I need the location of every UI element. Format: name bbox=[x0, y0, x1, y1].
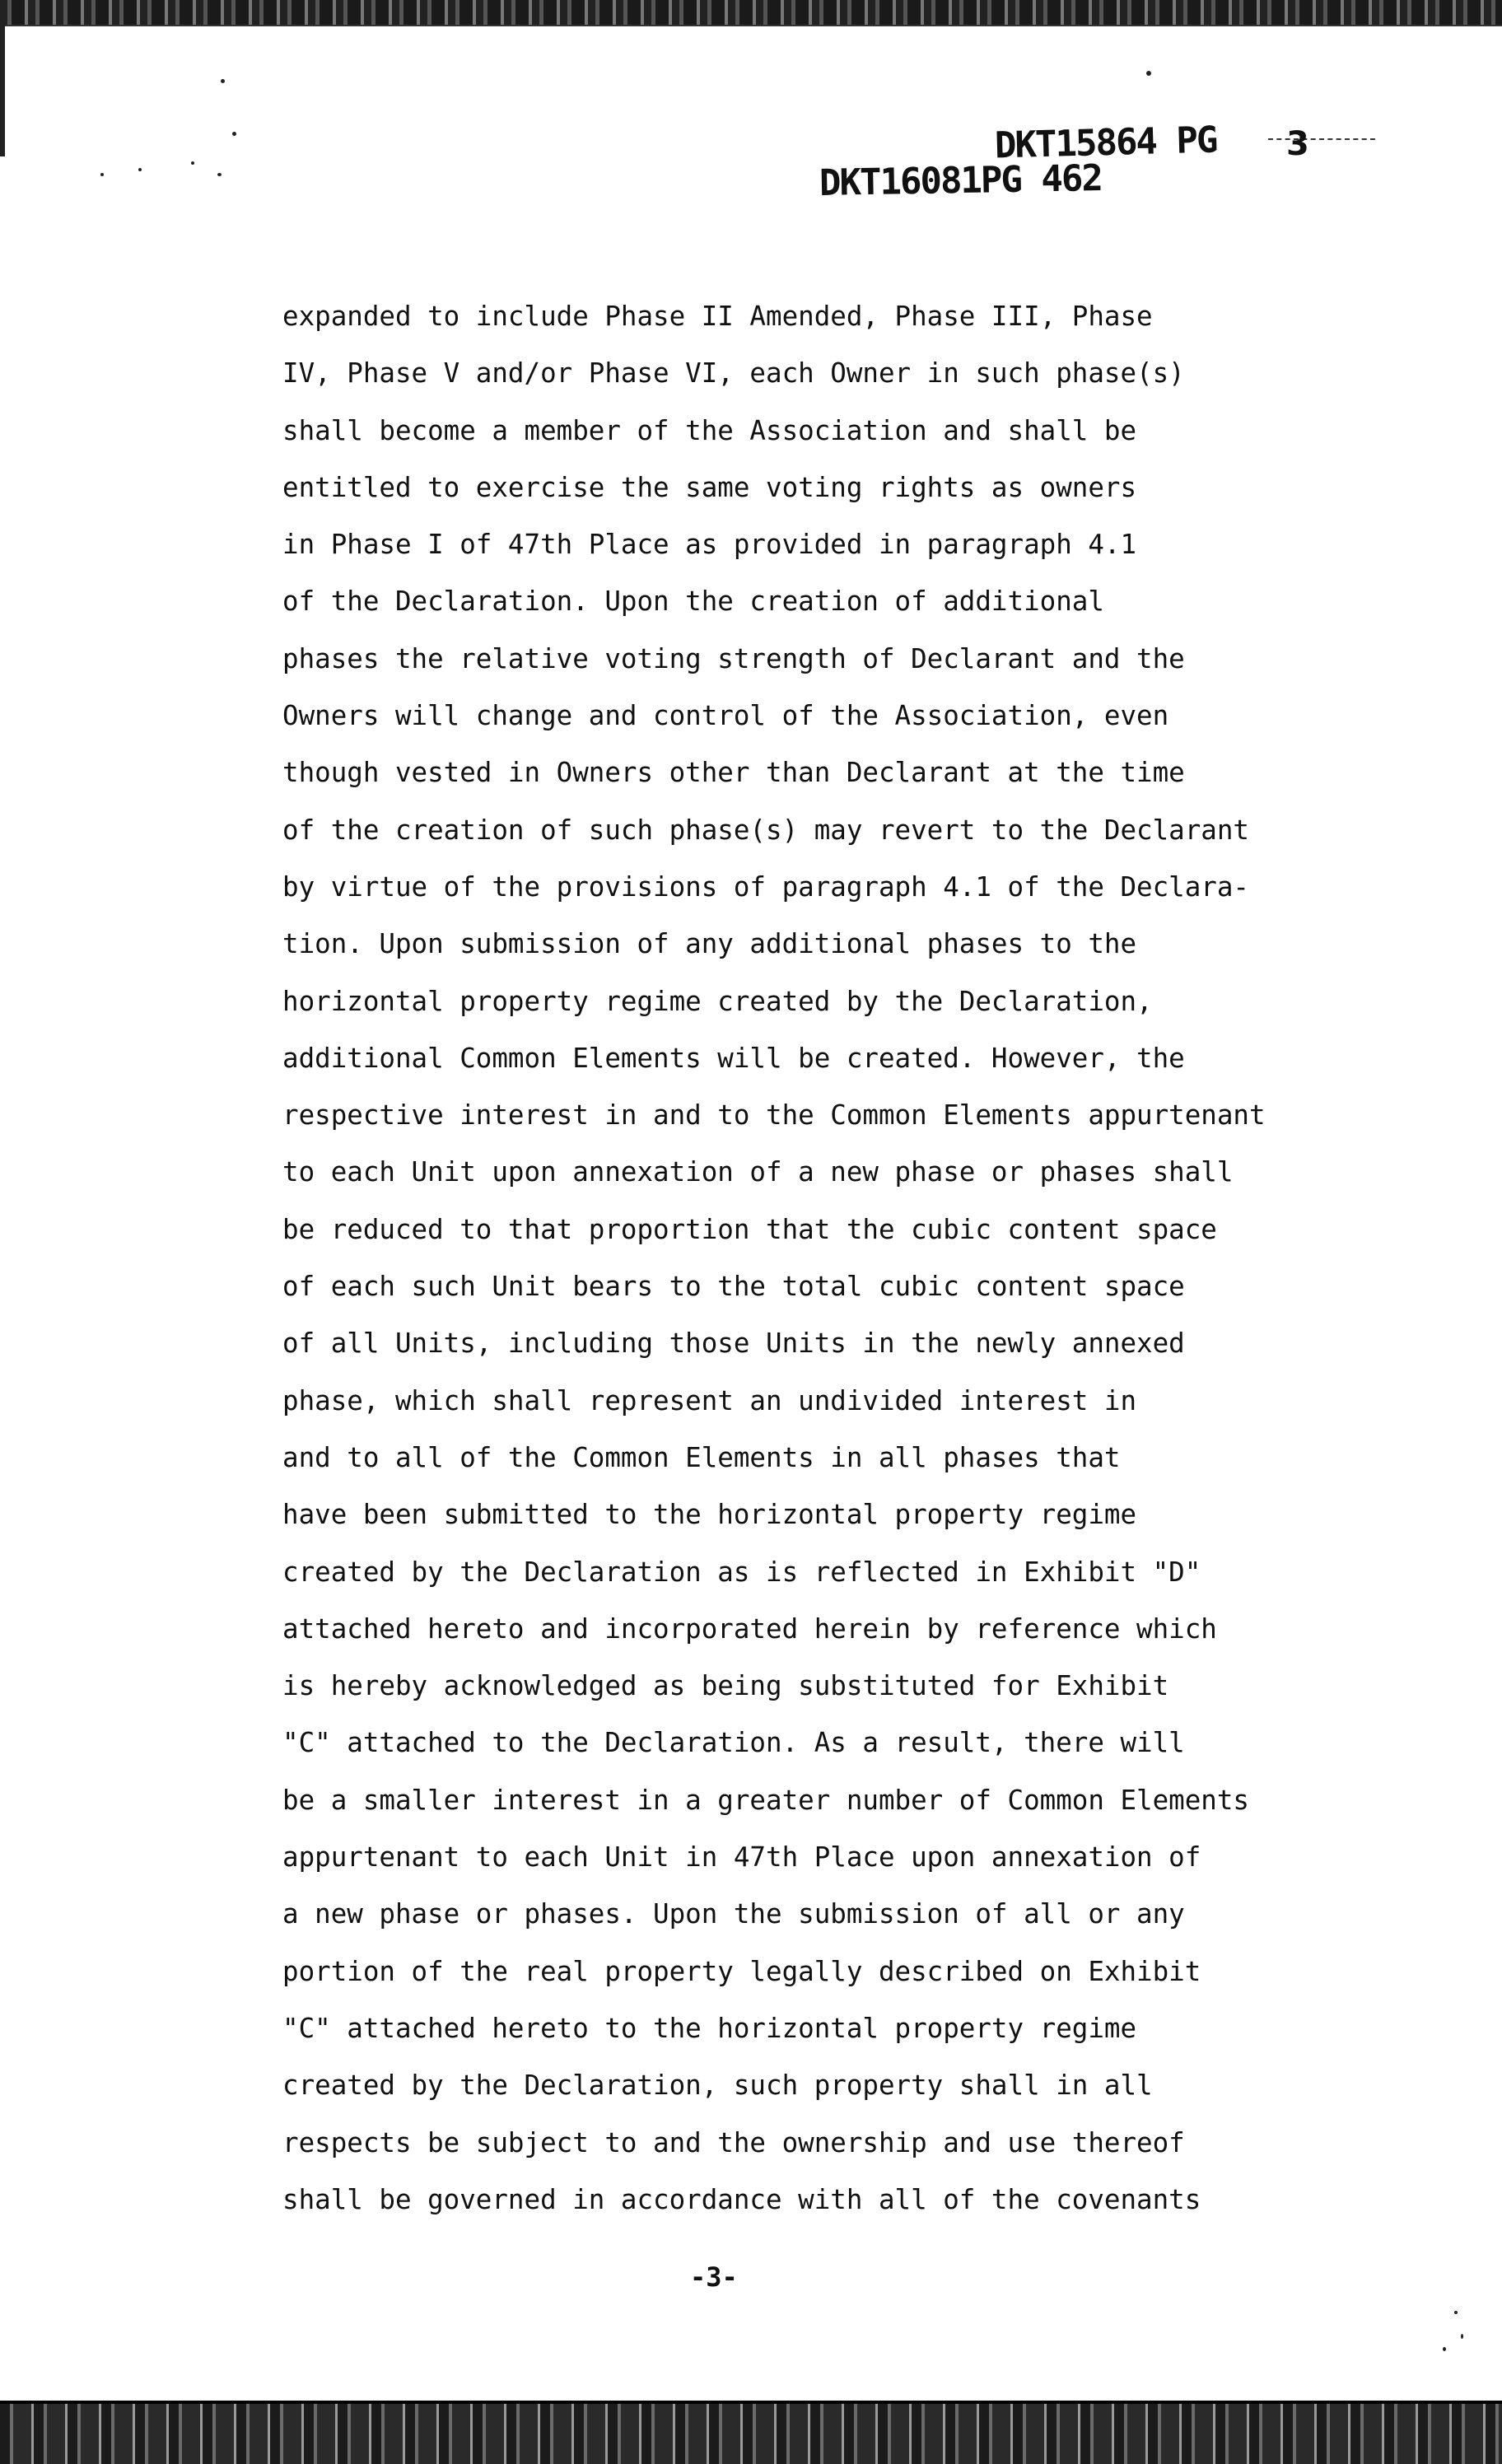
body-text-line: horizontal property regime created by the Declaration, bbox=[282, 985, 1153, 1017]
speck bbox=[232, 132, 236, 136]
body-text-line: additional Common Elements will be created. However, the bbox=[282, 1042, 1185, 1074]
page-mark-underline bbox=[1268, 138, 1375, 142]
body-text-line: be a smaller interest in a greater number of Common Elements bbox=[282, 1784, 1249, 1816]
scan-bottom-border bbox=[0, 2401, 1502, 2464]
speck bbox=[138, 168, 142, 171]
body-text-line: have been submitted to the horizontal property regime bbox=[282, 1499, 1137, 1531]
docket-stamp-top: DKT15864 PG bbox=[994, 119, 1218, 167]
body-text-line: of all Units, including those Units in the newly annexed bbox=[282, 1328, 1185, 1360]
body-text-line: shall become a member of the Association and shall be bbox=[282, 414, 1137, 446]
body-text-line: a new phase or phases. Upon the submission of all or any bbox=[282, 1898, 1185, 1930]
body-text-line: attached hereto and incorporated herein by reference which bbox=[282, 1612, 1217, 1645]
body-text-line: in Phase I of 47th Place as provided in paragraph 4.1 bbox=[282, 529, 1137, 561]
body-text-line: though vested in Owners other than Declarant at the time bbox=[282, 757, 1185, 789]
body-text-line: is hereby acknowledged as being substituted for Exhibit bbox=[282, 1670, 1169, 1702]
body-text-line: appurtenant to each Unit in 47th Place upon annexation of bbox=[282, 1841, 1201, 1874]
speck bbox=[1443, 2347, 1446, 2351]
body-text-line: phases the relative voting strength of Declarant and the bbox=[282, 642, 1185, 674]
body-text-line: by virtue of the provisions of paragraph 4.1 of the Declara- bbox=[282, 870, 1249, 903]
scan-left-edge bbox=[0, 25, 5, 156]
document-body bbox=[282, 288, 1378, 2228]
body-text-line: created by the Declaration, such property shall in all bbox=[282, 2070, 1153, 2102]
speck bbox=[1461, 2334, 1463, 2339]
body-text-line: portion of the real property legally described on Exhibit bbox=[282, 1955, 1201, 1987]
body-text-line: Owners will change and control of the Association, even bbox=[282, 700, 1169, 732]
docket-stamp-lower: DKT16081PG 462 bbox=[819, 157, 1103, 204]
speck bbox=[217, 173, 222, 176]
speck bbox=[221, 79, 225, 83]
body-text-line: respective interest in and to the Common Elements appurtenant bbox=[282, 1099, 1266, 1132]
body-text-line: to each Unit upon annexation of a new phase or phases shall bbox=[282, 1156, 1234, 1188]
speck bbox=[1146, 71, 1151, 76]
body-text-line: tion. Upon submission of any additional phases to the bbox=[282, 928, 1137, 960]
speck bbox=[1454, 2311, 1458, 2314]
body-text-line: "C" attached to the Declaration. As a result, there will bbox=[282, 1727, 1185, 1759]
handwritten-page-mark: 3 bbox=[1286, 125, 1309, 163]
body-text-line: expanded to include Phase II Amended, Phase III, Phase bbox=[282, 301, 1153, 332]
body-text-line: of each such Unit bears to the total cubic content space bbox=[282, 1271, 1185, 1303]
page-number: -3- bbox=[690, 2261, 738, 2293]
body-text-line: entitled to exercise the same voting rights as owners bbox=[282, 471, 1137, 503]
body-text-line: created by the Declaration as is reflected in Exhibit "D" bbox=[282, 1556, 1201, 1588]
speck bbox=[100, 173, 104, 176]
scan-top-border bbox=[0, 0, 1502, 26]
body-text-line: respects be subject to and the ownership and use thereof bbox=[282, 2126, 1185, 2158]
body-text-line: shall be governed in accordance with all of the covenants bbox=[282, 2183, 1201, 2215]
body-text-line: of the creation of such phase(s) may revert to the Declarant bbox=[282, 814, 1249, 846]
body-text-line: phase, which shall represent an undivided interest in bbox=[282, 1384, 1137, 1416]
body-text-line: "C" attached hereto to the horizontal property regime bbox=[282, 2012, 1137, 2044]
body-text-line: be reduced to that proportion that the cubic content space bbox=[282, 1213, 1217, 1245]
speck bbox=[191, 161, 194, 165]
body-text-line: IV, Phase V and/or Phase VI, each Owner in such phase(s) bbox=[282, 357, 1185, 390]
body-text-line: and to all of the Common Elements in all phases that bbox=[282, 1441, 1121, 1473]
body-text-line: of the Declaration. Upon the creation of additional bbox=[282, 586, 1104, 618]
